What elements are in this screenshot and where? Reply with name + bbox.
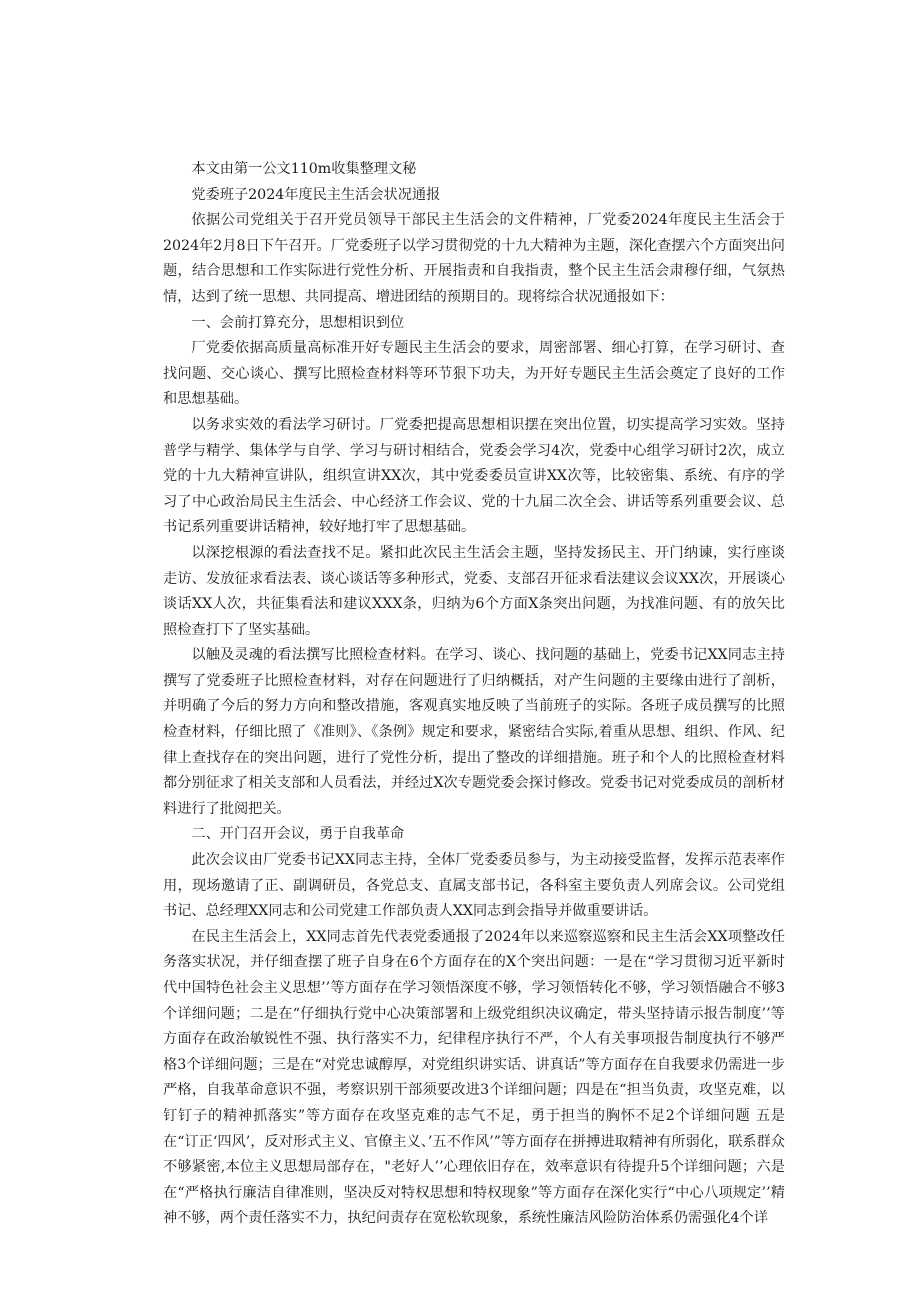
section-2-paragraph: 此次会议由厂党委书记XX同志主持，全体厂党委委员参与，为主动接受监督，发挥示范表率作用，现场邀请了正、副调研员，各党总支、直属支部书记，各科室主要负责人列席会议。公司党组书记、总经理XX同志和公司党建工作部负责人XX同志到会指导并做重要讲话。 bbox=[163, 852, 785, 920]
document-page bbox=[163, 157, 785, 1232]
source-note: 本文由第一公文110m收集整理文秘 bbox=[191, 161, 417, 177]
section-1-paragraph: 厂党委依据高质量高标准开好专题民主生活会的要求，周密部署、细心打算，在学习研讨、查找问题、交心谈心、撰写比照检查材料等环节狠下功夫，为开好专题民主生活会奠定了良好的工作和思想基础。 bbox=[163, 340, 785, 408]
document-title: 党委班子2024年度民主生活会状况通报 bbox=[191, 186, 441, 203]
section-1-paragraph: 以深挖根源的看法查找不足。紧扣此次民主生活会主题，坚持发扬民主、开门纳谏，实行座谈走访、发放征求看法表、谈心谈话等多种形式，党委、支部召开征求看法建议会议XX次，开展谈心谈话XX人次，共征集看法和建议XXX条，归纳为6个方面X条突出问题，为找准问题、有的放矢比照检查打下了坚实基础。 bbox=[163, 544, 785, 638]
section-1-paragraph: 以触及灵魂的看法撰写比照检查材料。在学习、谈心、找问题的基础上，党委书记XX同志主持撰写了党委班子比照检查材料，对存在问题进行了归纳概括，对产生问题的主要缘由进行了剖析，并明确了今后的努力方向和整改措施，客观真实地反映了当前班子的实际。各班子成员撰写的比照检查材料，仔细比照了《准则》、《条例》规定和要求，紧密结合实际,着重从思想、组织、作风、纪律上查找存在的突出问题，进行了党性分析，提出了整改的详细措施。班子和个人的比照检查材料都分别征求了相关支部和人员看法，并经过X次专题党委会探讨修改。党委书记对党委成员的剖析材料进行了批阅把关。 bbox=[163, 647, 785, 817]
section-heading-1: 一、会前打算充分，思想相识到位 bbox=[191, 314, 405, 331]
section-heading-2: 二、开门召开会议，勇于自我革命 bbox=[191, 826, 405, 843]
section-2-paragraph: 在民主生活会上，XX同志首先代表党委通报了2024年以来巡察巡察和民主生活会XX项整改任务落实状况，并仔细查摆了班子自身在6个方面存在的X个突出问题：一是在“学习贯彻习近平新时代中国特色社会主义思想’’等方面存在学习领悟深度不够，学习领悟转化不够，学习领悟融合不够3个详细问题；二是在“仔细执行党中心决策部署和上级党组织决议确定，带头坚持请示报告制度’’等方面存在政治敏锐性不强、执行落实不力，纪律程序执行不严，个人有关事项报告制度执行不够严格3个详细问题；三是在“对党忠诚醇厚，对党组织讲实话、讲真话”等方面存在自我要求仍需进一步严格，自我革命意识不强，考察识别干部须要改进3个详细问题；四是在“担当负责，攻坚克难，以钉钉子的精神抓落实”等方面存在攻坚克难的志气不足，勇于担当的胸怀不足2个详细问题 五是在“订正‘四风’，反对形式主义、官僚主义、’五不作风’”等方面存在拼搏进取精神有所弱化，联系群众不够紧密,本位主义思想局部存在，"老好人’’心理依旧存在，效率意识有待提升5个详细问题；六是在“严格执行廉洁自律准则，坚决反对特权思想和特权现象”等方面存在深化实行“中心八项规定’’精神不够，两个责任落实不力，执纪问责存在宽松软现象，系统性廉洁风险防治体系仍需强化4个详 bbox=[163, 928, 785, 1227]
intro-paragraph: 依据公司党组关于召开党员领导干部民主生活会的文件精神，厂党委2024年度民主生活会于2024年2月8日下午召开。厂党委班子以学习贯彻党的十九大精神为主题，深化查摆六个方面突出问题，结合思想和工作实际进行党性分析、开展指责和自我指责，整个民主生活会肃穆仔细，气氛热情，达到了统一思想、共同提高、增进团结的预期目的。现将综合状况通报如下： bbox=[163, 212, 785, 305]
section-1-paragraph: 以务求实效的看法学习研讨。厂党委把提高思想相识摆在突出位置，切实提高学习实效。坚持普学与精学、集体学与自学、学习与研讨相结合，党委会学习4次，党委中心组学习研讨2次，成立党的十九大精神宣讲队，组织宣讲XX次，其中党委委员宣讲XX次等，比较密集、系统、有序的学习了中心政治局民主生活会、中心经济工作会议、党的十九届二次全会、讲话等系列重要会议、总书记系列重要讲话精神，较好地打牢了思想基础。 bbox=[163, 416, 785, 536]
